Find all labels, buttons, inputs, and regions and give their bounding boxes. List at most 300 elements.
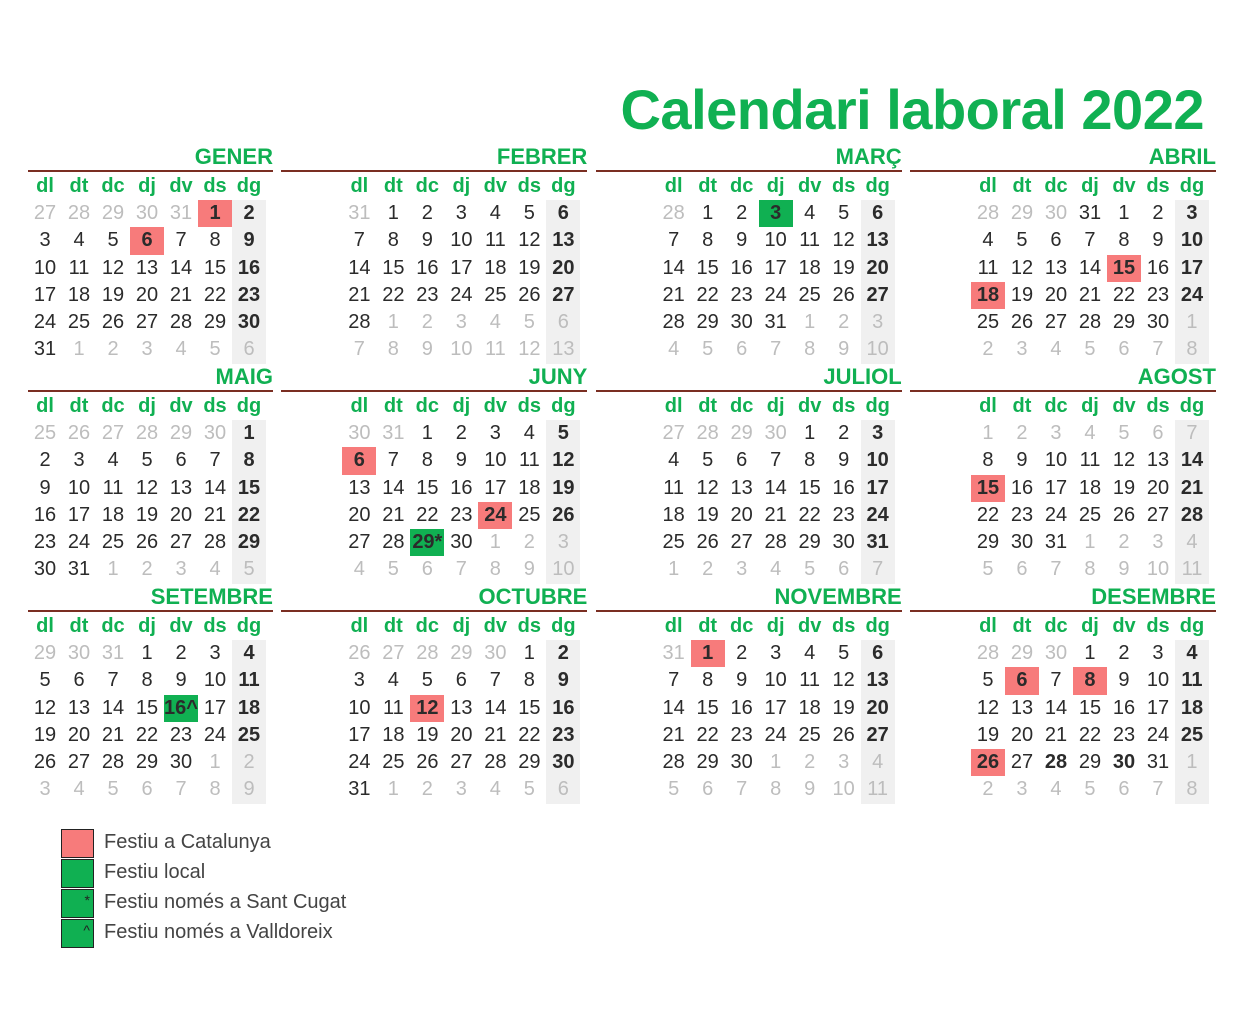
- day-cell: 2: [455, 422, 467, 444]
- day-cell: 3: [141, 338, 153, 361]
- day-cell: 7: [861, 556, 895, 583]
- day-cell: 15: [696, 696, 719, 719]
- day-cell: 21: [101, 723, 125, 746]
- day-cell: 2: [736, 642, 748, 664]
- day-cell: 17: [203, 696, 227, 719]
- day-cell: 31: [662, 642, 685, 664]
- week-row: [28, 475, 266, 502]
- day-cell: 13: [1146, 449, 1170, 472]
- day-cell: 20: [348, 503, 371, 526]
- day-cell: 27: [662, 422, 685, 444]
- day-cell: 10: [861, 336, 895, 363]
- weekday-label: dl: [979, 615, 997, 637]
- day-cell: 6: [861, 640, 895, 667]
- day-cell: 19: [546, 475, 580, 502]
- day-grid: [342, 200, 580, 364]
- day-cell: 3: [546, 529, 580, 556]
- day-cell: 17: [764, 696, 787, 719]
- day-cell: 6: [1152, 422, 1164, 444]
- day-cell: 2: [736, 202, 748, 224]
- day-cell: 5: [141, 449, 153, 472]
- day-cell: 5: [523, 311, 535, 334]
- day-cell: 6: [861, 200, 895, 227]
- day-cell: 3: [861, 309, 895, 336]
- day-cell: 30: [730, 311, 753, 334]
- weekday-label: dc: [1044, 175, 1068, 197]
- day-cell: 2: [107, 338, 119, 361]
- day-cell: 20: [1044, 283, 1068, 306]
- day-cell: 1: [489, 531, 501, 554]
- day-cell: 27: [135, 311, 159, 334]
- day-cell: 8: [1175, 776, 1209, 803]
- day-cell: 22: [976, 503, 1000, 526]
- page-title: Calendari laboral 2022: [620, 78, 1204, 141]
- day-cell: 8: [770, 778, 782, 801]
- day-cell: 29: [1010, 642, 1034, 664]
- day-cell: 25: [484, 283, 507, 306]
- day-cell: 28: [764, 531, 787, 554]
- weekday-label: dj: [1081, 175, 1099, 197]
- day-cell: 24: [33, 311, 57, 334]
- day-cell: 25: [232, 722, 266, 749]
- weekday-label: dv: [797, 175, 822, 197]
- day-grid: [971, 200, 1209, 364]
- legend-swatch: [61, 859, 94, 888]
- day-grid: [28, 640, 266, 804]
- day-cell: 27: [67, 751, 91, 774]
- weekday-header: [657, 613, 895, 639]
- day-cell: 14: [101, 696, 125, 719]
- day-cell: 7: [489, 669, 501, 692]
- day-cell: 27: [33, 202, 57, 224]
- day-cell: 28: [1044, 751, 1068, 774]
- holiday-catalonia-cell: 6: [342, 447, 376, 474]
- day-cell: 26: [101, 311, 125, 334]
- day-cell: 13: [450, 696, 473, 719]
- day-cell: 9: [175, 669, 187, 692]
- day-cell: 6: [838, 558, 850, 581]
- weekday-header: [657, 393, 895, 419]
- day-grid: [28, 420, 266, 584]
- day-cell: 7: [175, 778, 187, 801]
- day-cell: 6: [1118, 778, 1130, 801]
- weekday-label: dj: [138, 175, 156, 197]
- week-row: [342, 640, 580, 667]
- week-row: [971, 475, 1209, 502]
- weekday-label: dj: [766, 395, 785, 417]
- month-name: AGOST: [1137, 364, 1216, 389]
- day-cell: 21: [1175, 475, 1209, 502]
- legend-label: Festiu només a Sant Cugat: [104, 891, 347, 913]
- weekday-header: [28, 613, 266, 639]
- day-cell: 31: [1044, 531, 1068, 554]
- legend-label: Festiu només a Valldoreix: [104, 921, 333, 943]
- week-row: [342, 309, 580, 336]
- week-row: [28, 749, 266, 776]
- day-cell: 28: [203, 531, 227, 554]
- day-cell: 5: [546, 420, 580, 447]
- day-cell: 2: [982, 778, 994, 801]
- weekday-label: dg: [1179, 615, 1205, 637]
- month-name: SETEMBRE: [150, 584, 273, 609]
- day-cell: 27: [348, 531, 371, 554]
- day-cell: 23: [1112, 723, 1136, 746]
- holiday-catalonia-cell: 1: [198, 200, 232, 227]
- day-cell: 7: [1084, 229, 1096, 252]
- day-cell: 5: [1084, 338, 1096, 361]
- day-cell: 16: [1112, 696, 1136, 719]
- week-row: [657, 255, 895, 282]
- week-row: [342, 336, 580, 363]
- day-cell: 19: [696, 503, 719, 526]
- day-cell: 17: [1175, 255, 1209, 282]
- day-cell: 25: [67, 311, 91, 334]
- week-row: [28, 776, 266, 803]
- day-cell: 2: [702, 558, 714, 581]
- month-name: NOVEMBRE: [774, 584, 902, 609]
- day-cell: 9: [838, 338, 850, 361]
- day-cell: 28: [169, 311, 193, 334]
- day-cell: 30: [832, 531, 855, 554]
- day-cell: 5: [1118, 422, 1130, 444]
- day-grid: [657, 200, 895, 364]
- weekday-label: dv: [483, 615, 507, 637]
- weekday-label: dj: [138, 395, 156, 417]
- day-cell: 8: [387, 338, 399, 361]
- day-cell: 28: [976, 642, 1000, 664]
- day-cell: 24: [450, 283, 473, 306]
- day-cell: 1: [804, 311, 816, 334]
- holiday-catalonia-cell: 6: [130, 227, 164, 254]
- weekday-header: [971, 613, 1209, 639]
- day-cell: 8: [982, 449, 994, 472]
- day-cell: 4: [73, 229, 85, 252]
- day-cell: 19: [976, 723, 1000, 746]
- day-cell: 24: [203, 723, 227, 746]
- day-cell: 5: [804, 558, 816, 581]
- day-cell: 20: [861, 255, 895, 282]
- day-cell: 18: [232, 695, 266, 722]
- week-row: [657, 282, 895, 309]
- day-cell: 21: [382, 503, 405, 526]
- week-row: [657, 336, 895, 363]
- day-cell: 20: [450, 723, 473, 746]
- day-cell: 7: [770, 338, 782, 361]
- day-cell: 29: [232, 529, 266, 556]
- day-cell: 13: [348, 476, 371, 499]
- day-cell: 2: [804, 751, 816, 774]
- legend-swatch: [61, 829, 94, 858]
- weekday-label: dv: [1112, 395, 1136, 417]
- day-cell: 14: [484, 696, 507, 719]
- day-cell: 27: [1146, 503, 1170, 526]
- day-cell: 9: [1118, 558, 1130, 581]
- day-cell: 23: [1146, 283, 1170, 306]
- day-cell: 29: [169, 422, 193, 444]
- week-row: [342, 722, 580, 749]
- day-cell: 13: [67, 696, 91, 719]
- day-cell: 4: [1175, 529, 1209, 556]
- day-cell: 16: [730, 256, 753, 279]
- day-cell: 26: [518, 283, 541, 306]
- day-cell: 1: [804, 422, 816, 444]
- weekday-label: dc: [101, 175, 125, 197]
- day-cell: 30: [33, 558, 57, 581]
- weekday-label: dc: [415, 615, 439, 637]
- weekday-header: [342, 173, 580, 199]
- weekday-label: dg: [236, 615, 262, 637]
- weekday-label: ds: [1146, 395, 1170, 417]
- day-cell: 4: [770, 558, 782, 581]
- week-row: [28, 200, 266, 227]
- day-cell: 31: [382, 422, 405, 444]
- weekday-label: ds: [517, 395, 541, 417]
- holiday-catalonia-cell: 8: [1073, 667, 1107, 694]
- day-cell: 4: [668, 338, 680, 361]
- weekday-label: dl: [979, 175, 997, 197]
- day-cell: 31: [33, 338, 57, 361]
- day-cell: 24: [67, 531, 91, 554]
- day-cell: 14: [1044, 696, 1068, 719]
- day-cell: 4: [804, 202, 816, 224]
- quarter-row: [28, 583, 1216, 803]
- day-cell: 1: [421, 422, 433, 444]
- day-cell: 26: [832, 723, 855, 746]
- day-cell: 24: [348, 751, 371, 774]
- week-row: [971, 309, 1209, 336]
- day-cell: 18: [798, 256, 821, 279]
- weekday-header: [971, 393, 1209, 419]
- day-cell: 11: [861, 776, 895, 803]
- day-cell: 25: [382, 751, 405, 774]
- weekday-label: ds: [1146, 615, 1170, 637]
- day-cell: 20: [67, 723, 91, 746]
- day-cell: 26: [67, 422, 91, 444]
- day-cell: 31: [169, 202, 193, 224]
- weekday-label: dv: [169, 395, 193, 417]
- day-cell: 29: [101, 202, 125, 224]
- weekday-label: ds: [1146, 175, 1170, 197]
- month-block: [657, 363, 902, 583]
- day-cell: 12: [135, 476, 159, 499]
- day-cell: 11: [518, 449, 540, 472]
- day-cell: 11: [68, 256, 90, 279]
- day-cell: 2: [838, 422, 850, 444]
- day-cell: 21: [203, 503, 227, 526]
- day-cell: 26: [348, 642, 371, 664]
- day-cell: 7: [736, 778, 748, 801]
- day-cell: 6: [546, 776, 580, 803]
- day-cell: 9: [1118, 669, 1130, 692]
- day-cell: 11: [799, 229, 821, 252]
- weekday-header: [971, 173, 1209, 199]
- day-cell: 11: [232, 667, 266, 694]
- day-cell: 20: [1010, 723, 1034, 746]
- day-cell: 12: [101, 256, 125, 279]
- day-cell: 5: [702, 338, 714, 361]
- month-name: JULIOL: [823, 364, 902, 389]
- day-cell: 1: [1175, 749, 1209, 776]
- day-cell: 5: [982, 669, 994, 692]
- weekday-label: dv: [483, 175, 507, 197]
- day-cell: 29: [450, 642, 473, 664]
- day-cell: 14: [382, 476, 405, 499]
- day-cell: 25: [662, 531, 685, 554]
- day-cell: 3: [39, 229, 51, 252]
- week-row: [28, 227, 266, 254]
- day-cell: 21: [348, 283, 371, 306]
- day-cell: 29: [730, 422, 753, 444]
- day-cell: 2: [421, 778, 433, 801]
- week-row: [657, 502, 895, 529]
- day-cell: 3: [1152, 531, 1164, 554]
- day-cell: 4: [353, 558, 365, 581]
- weekday-label: dc: [729, 175, 754, 197]
- weekday-label: dt: [698, 615, 718, 637]
- day-cell: 1: [1084, 531, 1096, 554]
- day-cell: 13: [861, 667, 895, 694]
- week-row: [657, 667, 895, 694]
- week-row: [28, 695, 266, 722]
- week-row: [28, 722, 266, 749]
- week-row: [342, 502, 580, 529]
- day-cell: 30: [1010, 531, 1034, 554]
- day-cell: 27: [861, 282, 895, 309]
- month-block: [657, 143, 902, 363]
- day-cell: 8: [804, 338, 816, 361]
- day-cell: 19: [1112, 476, 1136, 499]
- day-cell: 18: [518, 476, 541, 499]
- weekday-label: dt: [69, 395, 89, 417]
- day-cell: 10: [203, 669, 227, 692]
- day-cell: 27: [1010, 751, 1034, 774]
- day-cell: 8: [421, 449, 433, 472]
- day-cell: 10: [764, 229, 787, 252]
- day-cell: 30: [232, 309, 266, 336]
- day-cell: 7: [387, 449, 399, 472]
- month-block: [28, 363, 273, 583]
- weekday-label: dl: [979, 395, 997, 417]
- day-cell: 9: [455, 449, 467, 472]
- week-row: [342, 529, 580, 556]
- day-cell: 25: [33, 422, 57, 444]
- day-cell: 12: [832, 229, 855, 252]
- day-cell: 1: [1175, 309, 1209, 336]
- weekday-label: dt: [383, 395, 403, 417]
- day-cell: 9: [838, 449, 850, 472]
- day-cell: 5: [1016, 229, 1028, 252]
- day-cell: 7: [353, 338, 365, 361]
- day-cell: 1: [387, 778, 399, 801]
- day-cell: 10: [861, 447, 895, 474]
- day-cell: 9: [804, 778, 816, 801]
- day-cell: 11: [382, 696, 404, 719]
- day-cell: 4: [489, 202, 501, 224]
- week-row: [971, 227, 1209, 254]
- day-cell: 28: [662, 202, 685, 224]
- day-cell: 31: [1146, 751, 1170, 774]
- day-cell: 6: [546, 309, 580, 336]
- weekday-label: ds: [831, 175, 856, 197]
- weekday-label: dl: [36, 395, 54, 417]
- week-row: [657, 640, 895, 667]
- weekday-header: [28, 393, 266, 419]
- day-cell: 13: [1010, 696, 1034, 719]
- day-cell: 5: [523, 778, 535, 801]
- day-cell: 22: [416, 503, 439, 526]
- day-cell: 15: [798, 476, 821, 499]
- day-cell: 18: [662, 503, 685, 526]
- week-row: [28, 447, 266, 474]
- day-cell: 9: [39, 476, 51, 499]
- day-cell: 4: [107, 449, 119, 472]
- day-cell: 4: [982, 229, 994, 252]
- week-row: [28, 420, 266, 447]
- day-cell: 28: [662, 751, 685, 774]
- day-cell: 10: [832, 778, 855, 801]
- day-cell: 21: [1044, 723, 1068, 746]
- day-cell: 29: [798, 531, 821, 554]
- day-cell: 8: [523, 669, 535, 692]
- day-cell: 11: [799, 669, 821, 692]
- day-cell: 27: [169, 531, 193, 554]
- weekday-label: dl: [664, 395, 683, 417]
- day-cell: 4: [523, 422, 535, 444]
- day-cell: 20: [730, 503, 753, 526]
- day-cell: 5: [982, 558, 994, 581]
- day-cell: 30: [1112, 751, 1136, 774]
- day-cell: 5: [107, 778, 119, 801]
- day-cell: 6: [736, 449, 748, 472]
- day-cell: 4: [1084, 422, 1096, 444]
- day-cell: 12: [518, 338, 541, 361]
- day-cell: 15: [232, 475, 266, 502]
- weekday-label: ds: [203, 395, 227, 417]
- day-cell: 9: [736, 229, 748, 252]
- day-cell: 1: [232, 420, 266, 447]
- week-row: [971, 695, 1209, 722]
- day-cell: 13: [1044, 256, 1068, 279]
- day-cell: 8: [489, 558, 501, 581]
- day-cell: 4: [668, 449, 680, 472]
- weekday-label: dg: [865, 175, 890, 197]
- day-cell: 18: [1078, 476, 1102, 499]
- holiday-catalonia-cell: 26: [971, 749, 1005, 776]
- day-cell: 9: [232, 776, 266, 803]
- day-cell: 4: [387, 669, 399, 692]
- day-cell: 18: [67, 283, 91, 306]
- day-cell: 18: [798, 696, 821, 719]
- weekday-label: ds: [203, 175, 227, 197]
- day-cell: 17: [348, 723, 371, 746]
- day-cell: 19: [135, 503, 159, 526]
- day-cell: 27: [1044, 311, 1068, 334]
- day-cell: 27: [450, 751, 473, 774]
- day-cell: 21: [662, 283, 685, 306]
- weekday-label: dt: [1012, 175, 1032, 197]
- weekday-label: dj: [452, 615, 471, 637]
- day-cell: 14: [203, 476, 227, 499]
- weekday-label: dc: [415, 395, 439, 417]
- day-cell: 31: [67, 558, 91, 581]
- day-cell: 3: [73, 449, 85, 472]
- week-row: [28, 529, 266, 556]
- day-cell: 10: [450, 338, 473, 361]
- day-cell: 22: [382, 283, 405, 306]
- day-cell: 28: [382, 531, 405, 554]
- day-cell: 1: [1084, 642, 1096, 664]
- weekday-label: dg: [865, 615, 890, 637]
